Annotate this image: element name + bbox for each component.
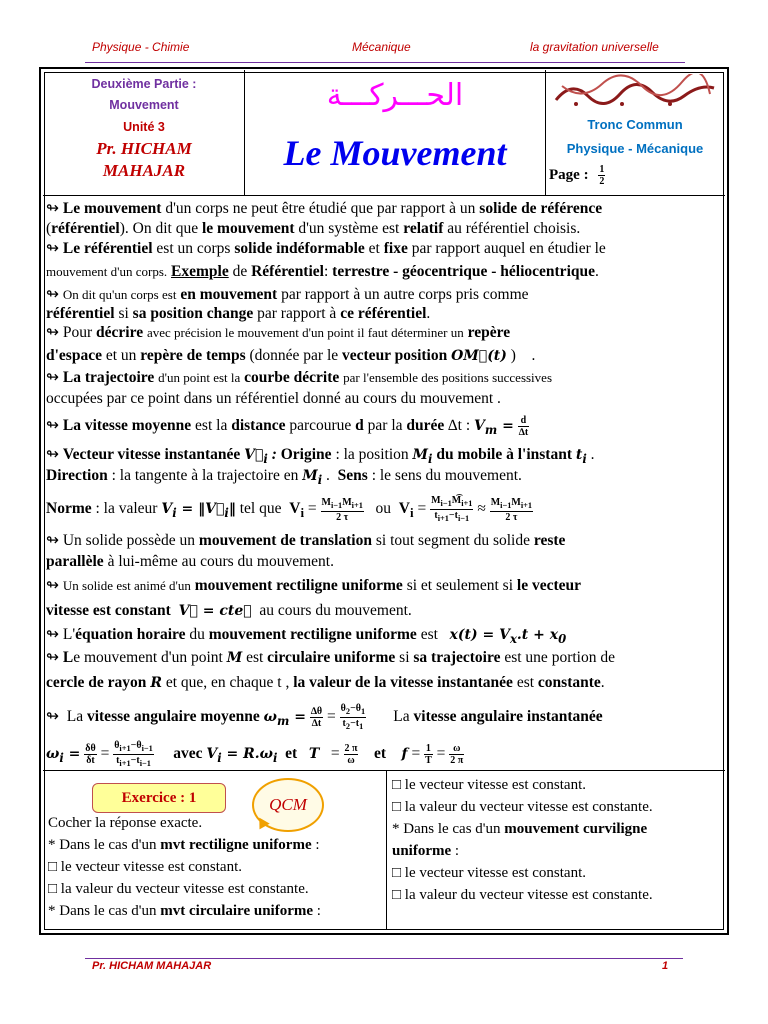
page-indicator bbox=[549, 164, 605, 187]
body-line-20: ↬ Le mouvement d'un point M est circulaire uniforme si sa trajectoire est une portion de bbox=[46, 649, 615, 666]
basmala-logo bbox=[552, 74, 718, 108]
body-line-6: référentiel si sa position change par rapport à ce référentiel. bbox=[46, 305, 431, 322]
body-line-4: mouvement d'un corps. Exemple de Référentiel: terrestre - géocentrique - héliocentrique. bbox=[46, 263, 599, 280]
author-line-1: Pr. HICHAM bbox=[96, 139, 192, 158]
body-line-8: d'espace et un repère de temps (donnée par le vecteur position OM⃗(t) ) . bbox=[46, 347, 536, 364]
body-line-14: Norme : la valeur $V_i$ = $‖V⃗_i‖$ tel que $V_i$ = $\frac{M_{i-1}M_{i+1}}{2 \tau}$ ou $V_i$ = $\frac{M_{i-1}M͡_{i+1}}{t_{i+1}-t_{i-1}}$ ≈ $\frac{M_{i-1}M_{i+1}}{2 \tau}$ bbox=[46, 495, 533, 523]
body-line-12: ↬ Vecteur vitesse instantanée $V⃗_i$ : Origine : la position $M_i$ du mobile à l'instant $t_i$ . bbox=[46, 446, 595, 466]
footer-author: Pr. HICHAM MAHAJAR bbox=[92, 960, 212, 972]
part-label: Deuxième Partie : bbox=[91, 77, 197, 91]
page-fraction: $\frac{1}{2}$ bbox=[599, 164, 605, 187]
question-rectiligne: * Dans le cas d'un mvt rectiligne uniforme : bbox=[48, 837, 320, 853]
author-line-2: MAHAJAR bbox=[102, 161, 186, 180]
page-title: Le Mouvement bbox=[283, 133, 507, 173]
body-line-15: ↬ Un solide possède un mouvement de translation si tout segment du solide reste bbox=[46, 532, 566, 549]
body-line-21: cercle de rayon R et que, en chaque t , la valeur de la vitesse instantanée est constante. bbox=[46, 674, 605, 691]
qcm-badge: QCM bbox=[252, 778, 324, 832]
title-left-cell bbox=[46, 74, 242, 182]
body-line-17: ↬ Un solide est animé d'un mouvement rectiligne uniforme si et seulement si le vecteur bbox=[46, 577, 582, 594]
question-curviligne-cont: uniforme : bbox=[392, 843, 460, 859]
body-line-22: ↬ La vitesse angulaire moyenne $\omega_m$ = $\frac{\Delta\theta}{\Delta t}$ = $\frac{\theta_2-\theta_1}{t_2-t_1}$ La vitesse angulaire instantanée bbox=[46, 703, 603, 731]
body-line-7: ↬ Pour décrire avec précision le mouvement d'un point il faut déterminer un repère bbox=[46, 324, 511, 341]
body-line-13: Direction : la tangente à la trajectoire en $M_i$ . Sens : le sens du mouvement. bbox=[46, 467, 522, 487]
exercise-instruction: Cocher la réponse exacte. bbox=[48, 815, 203, 831]
choice-value-constant-3[interactable]: □ la valeur du vecteur vitesse est constante. bbox=[392, 887, 653, 903]
arabic-title: الحـــركـــة bbox=[326, 78, 464, 113]
choice-vector-constant-3[interactable]: □ le vecteur vitesse est constant. bbox=[392, 865, 586, 881]
body-line-1: ↬ Le mouvement d'un corps ne peut être étudié que par rapport à un solide de référence bbox=[46, 200, 603, 217]
footer-page-number: 1 bbox=[662, 960, 669, 972]
choice-value-constant-1[interactable]: □ la valeur du vecteur vitesse est constante. bbox=[48, 881, 309, 897]
exercise-divider bbox=[386, 770, 387, 930]
page-label: Page : bbox=[549, 166, 589, 183]
unit-label: Unité 3 bbox=[123, 120, 165, 134]
section-label: Mouvement bbox=[109, 98, 179, 112]
body-line-19: ↬ L'équation horaire du mouvement rectiligne uniforme est $x(t) = V_x.t + x_0$ bbox=[46, 626, 567, 646]
body-line-5: ↬ On dit qu'un corps est en mouvement par rapport à un autre corps pris comme bbox=[46, 286, 529, 303]
choice-value-constant-2[interactable]: □ la valeur du vecteur vitesse est constante. bbox=[392, 799, 653, 815]
exercise-right-column bbox=[392, 774, 722, 906]
exercise-label: Exercice : 1 bbox=[92, 783, 226, 813]
body-line-2: (référentiel). On dit que le mouvement d'un système est relatif au référentiel choisis. bbox=[46, 220, 581, 237]
body-line-16: parallèle à lui-même au cours du mouvement. bbox=[46, 553, 334, 570]
footer-divider bbox=[85, 958, 683, 959]
header-subject: Physique - Chimie bbox=[92, 40, 190, 54]
body-line-10: occupées par ce point dans un référentiel donné au cours du mouvement . bbox=[46, 390, 501, 407]
exercise-left-column bbox=[48, 812, 384, 922]
header-domain: Mécanique bbox=[352, 40, 411, 54]
choice-vector-constant-1[interactable]: □ le vecteur vitesse est constant. bbox=[48, 859, 242, 875]
body-line-23: $\omega_i$ = $\frac{\delta\theta}{\delta t}$ = $\frac{\theta_{i+1}-\theta_{i-1}}{t_{i+1}-t_{i-1}}$ avec $V_i = R.\omega_i$ et T = $\frac{2 \pi}{\omega}$ et f = $\frac{1}{T}$ = $\frac{\omega}{2 \pi}$ bbox=[46, 740, 464, 768]
exercise-top-line bbox=[43, 770, 725, 771]
choice-vector-constant-2[interactable]: □ le vecteur vitesse est constant. bbox=[392, 777, 586, 793]
body-line-18: vitesse est constant V⃗ = cte⃗ au cours du mouvement. bbox=[46, 602, 412, 619]
subject-label: Physique - Mécanique bbox=[566, 141, 704, 156]
title-divider-right bbox=[545, 70, 546, 195]
body-line-3: ↬ Le référentiel est un corps solide indéformable et fixe par rapport auquel en étudier le bbox=[46, 240, 606, 257]
header-divider bbox=[85, 62, 685, 63]
header-chapter: la gravitation universelle bbox=[530, 40, 659, 54]
level-label: Tronc Commun bbox=[587, 117, 683, 132]
title-bottom-line bbox=[43, 195, 725, 196]
title-divider-left bbox=[244, 70, 245, 195]
question-circulaire: * Dans le cas d'un mvt circulaire uniforme : bbox=[48, 903, 321, 919]
body-line-11: ↬ La vitesse moyenne est la distance parcourue d par la durée ∆t : $V_m$ = $\frac{d}{\Delta t}$ bbox=[46, 415, 529, 438]
question-curviligne: * Dans le cas d'un mouvement curviligne bbox=[392, 821, 648, 837]
body-line-9: ↬ La trajectoire d'un point est la courbe décrite par l'ensemble des positions successives bbox=[46, 369, 552, 386]
